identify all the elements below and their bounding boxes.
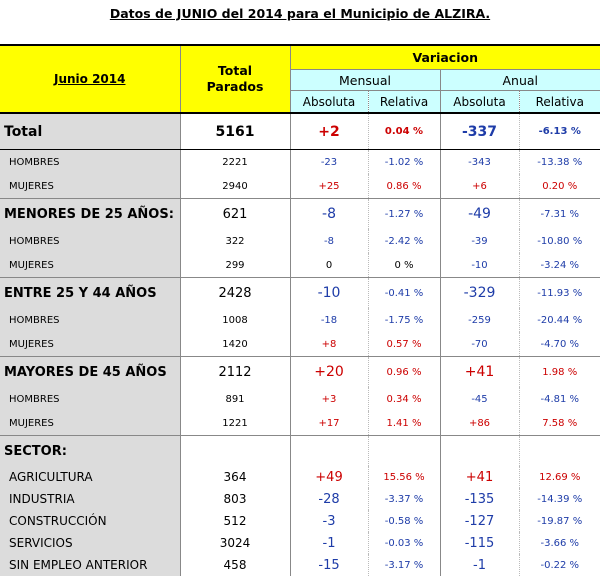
anual-relativa-header: Relativa (519, 91, 600, 114)
row-label: HOMBRES (0, 229, 180, 253)
row-anual-absoluta: -10 (440, 253, 519, 278)
row-mensual-absoluta: -10 (290, 278, 368, 309)
row-mensual-absoluta: +20 (290, 357, 368, 388)
row-total: 299 (180, 253, 290, 278)
row-anual-relativa: 7.58 % (542, 417, 578, 429)
row-total: 458 (180, 554, 290, 576)
row-label: HOMBRES (0, 308, 180, 332)
row-label: CONSTRUCCIÓN (0, 510, 180, 532)
table-row (0, 253, 600, 278)
row-mensual-absoluta: +17 (290, 411, 368, 436)
row-total: 2940 (180, 174, 290, 199)
row-mensual-relativa: -0.58 % (368, 510, 440, 532)
row-anual-relativa: -7.31 % (519, 199, 600, 230)
row-anual-absoluta: +41 (440, 466, 519, 488)
anual-absoluta-header: Absoluta (440, 91, 519, 114)
total-parados-header (180, 45, 290, 113)
table-row-entre-25-44 (0, 278, 600, 309)
row-mensual-relativa: 0.04 % (368, 113, 440, 150)
row-anual-absoluta: -329 (440, 278, 519, 309)
row-label: HOMBRES (0, 150, 180, 175)
table-row (0, 150, 600, 175)
row-mensual-relativa: 0.57 % (368, 332, 440, 357)
row-anual-relativa: -14.39 % (537, 493, 583, 505)
row-anual-relativa: -4.81 % (540, 393, 580, 405)
table-row (0, 488, 600, 510)
row-mensual-absoluta: +8 (290, 332, 368, 357)
sector-heading: SECTOR: (0, 436, 180, 467)
row-label: MAYORES DE 45 AÑOS (0, 357, 180, 388)
table-row (0, 332, 600, 357)
row-label: INDUSTRIA (0, 488, 180, 510)
row-mensual-relativa: -1.75 % (368, 308, 440, 332)
row-mensual-relativa: -0.03 % (368, 532, 440, 554)
row-total: 3024 (180, 532, 290, 554)
row-total: 1420 (180, 332, 290, 357)
row-anual-absoluta: -1 (440, 554, 519, 576)
row-anual-relativa: -6.13 % (519, 113, 600, 150)
row-total: 512 (180, 510, 290, 532)
row-anual-relativa (519, 436, 600, 467)
row-anual-relativa: 1.98 % (519, 357, 600, 388)
table-row-sector (0, 436, 600, 467)
row-anual-relativa: -13.38 % (537, 156, 583, 168)
row-total: 1008 (180, 308, 290, 332)
mensual-absoluta-header: Absoluta (290, 91, 368, 114)
row-label: MUJERES (0, 174, 180, 199)
variacion-header: Variacion (290, 45, 600, 70)
row-anual-relativa: -10.80 % (537, 235, 583, 247)
row-anual-absoluta (440, 436, 519, 467)
row-mensual-relativa: -1.27 % (368, 199, 440, 230)
table-row (0, 308, 600, 332)
row-mensual-absoluta: 0 (290, 253, 368, 278)
row-mensual-relativa: -3.37 % (368, 488, 440, 510)
row-anual-absoluta: -115 (440, 532, 519, 554)
table-row (0, 387, 600, 411)
row-mensual-relativa: 15.56 % (368, 466, 440, 488)
row-mensual-absoluta: +2 (290, 113, 368, 150)
row-anual-absoluta: -259 (440, 308, 519, 332)
table-row (0, 174, 600, 199)
page-title: Datos de JUNIO del 2014 para el Municipio de ALZIRA. (109, 6, 491, 21)
row-mensual-absoluta (290, 436, 368, 467)
total-header-line1: Total (217, 63, 253, 78)
table-row (0, 510, 600, 532)
row-total: 322 (180, 229, 290, 253)
row-mensual-absoluta: +25 (290, 174, 368, 199)
row-mensual-absoluta: -8 (290, 229, 368, 253)
table-row-total (0, 113, 600, 150)
table-row (0, 466, 600, 488)
row-mensual-relativa: -3.17 % (368, 554, 440, 576)
row-total: 364 (180, 466, 290, 488)
row-label: SERVICIOS (0, 532, 180, 554)
unemployment-table (0, 44, 600, 576)
row-mensual-absoluta: -23 (290, 150, 368, 175)
row-anual-absoluta: +86 (440, 411, 519, 436)
anual-header: Anual (440, 70, 600, 91)
table-row (0, 532, 600, 554)
row-label: MUJERES (0, 411, 180, 436)
row-mensual-relativa: -2.42 % (368, 229, 440, 253)
row-anual-absoluta: -135 (440, 488, 519, 510)
row-mensual-absoluta: -8 (290, 199, 368, 230)
row-anual-relativa: -19.87 % (537, 515, 583, 527)
row-mensual-absoluta: +49 (290, 466, 368, 488)
row-mensual-relativa: 1.41 % (368, 411, 440, 436)
row-mensual-relativa: 0 % (368, 253, 440, 278)
mensual-relativa-header: Relativa (368, 91, 440, 114)
row-label: SIN EMPLEO ANTERIOR (0, 554, 180, 576)
row-anual-relativa: -11.93 % (519, 278, 600, 309)
row-label: MUJERES (0, 253, 180, 278)
row-anual-absoluta: +6 (440, 174, 519, 199)
table-row (0, 554, 600, 576)
row-total: 5161 (180, 113, 290, 150)
row-total: 621 (180, 199, 290, 230)
row-anual-relativa: 0.20 % (542, 180, 578, 192)
row-label: MUJERES (0, 332, 180, 357)
row-anual-relativa: -0.22 % (540, 559, 580, 571)
row-mensual-relativa: 0.96 % (368, 357, 440, 388)
row-mensual-relativa (368, 436, 440, 467)
row-label: MENORES DE 25 AÑOS: (0, 199, 180, 230)
mensual-header: Mensual (290, 70, 440, 91)
row-total (180, 436, 290, 467)
row-anual-absoluta: -337 (440, 113, 519, 150)
row-anual-absoluta: +41 (440, 357, 519, 388)
row-total: 2221 (180, 150, 290, 175)
row-mensual-relativa: -0.41 % (368, 278, 440, 309)
row-mensual-absoluta: -3 (290, 510, 368, 532)
row-anual-relativa: -3.24 % (540, 259, 580, 271)
table-row-mayores-45 (0, 357, 600, 388)
row-label: ENTRE 25 Y 44 AÑOS (0, 278, 180, 309)
table-row-menores-25 (0, 199, 600, 230)
row-anual-relativa: -3.66 % (540, 537, 580, 549)
row-label: AGRICULTURA (0, 466, 180, 488)
row-total: 803 (180, 488, 290, 510)
row-total: 891 (180, 387, 290, 411)
row-anual-absoluta: -127 (440, 510, 519, 532)
table-row (0, 229, 600, 253)
row-anual-relativa: -4.70 % (540, 338, 580, 350)
row-mensual-relativa: -1.02 % (368, 150, 440, 175)
row-total: 1221 (180, 411, 290, 436)
row-anual-absoluta: -45 (440, 387, 519, 411)
row-anual-absoluta: -70 (440, 332, 519, 357)
row-mensual-absoluta: -28 (290, 488, 368, 510)
total-header-line2: Parados (206, 79, 264, 94)
row-anual-relativa: -20.44 % (537, 314, 583, 326)
row-anual-relativa: 12.69 % (539, 471, 581, 483)
row-mensual-relativa: 0.86 % (368, 174, 440, 199)
row-label: Total (0, 113, 180, 150)
row-label: HOMBRES (0, 387, 180, 411)
row-mensual-absoluta: -15 (290, 554, 368, 576)
row-mensual-absoluta: +3 (290, 387, 368, 411)
row-anual-absoluta: -49 (440, 199, 519, 230)
row-mensual-absoluta: -1 (290, 532, 368, 554)
period-header: Junio 2014 (0, 45, 180, 113)
row-anual-absoluta: -39 (440, 229, 519, 253)
row-anual-absoluta: -343 (440, 150, 519, 175)
row-total: 2428 (180, 278, 290, 309)
row-mensual-relativa: 0.34 % (368, 387, 440, 411)
row-mensual-absoluta: -18 (290, 308, 368, 332)
table-row (0, 411, 600, 436)
row-total: 2112 (180, 357, 290, 388)
